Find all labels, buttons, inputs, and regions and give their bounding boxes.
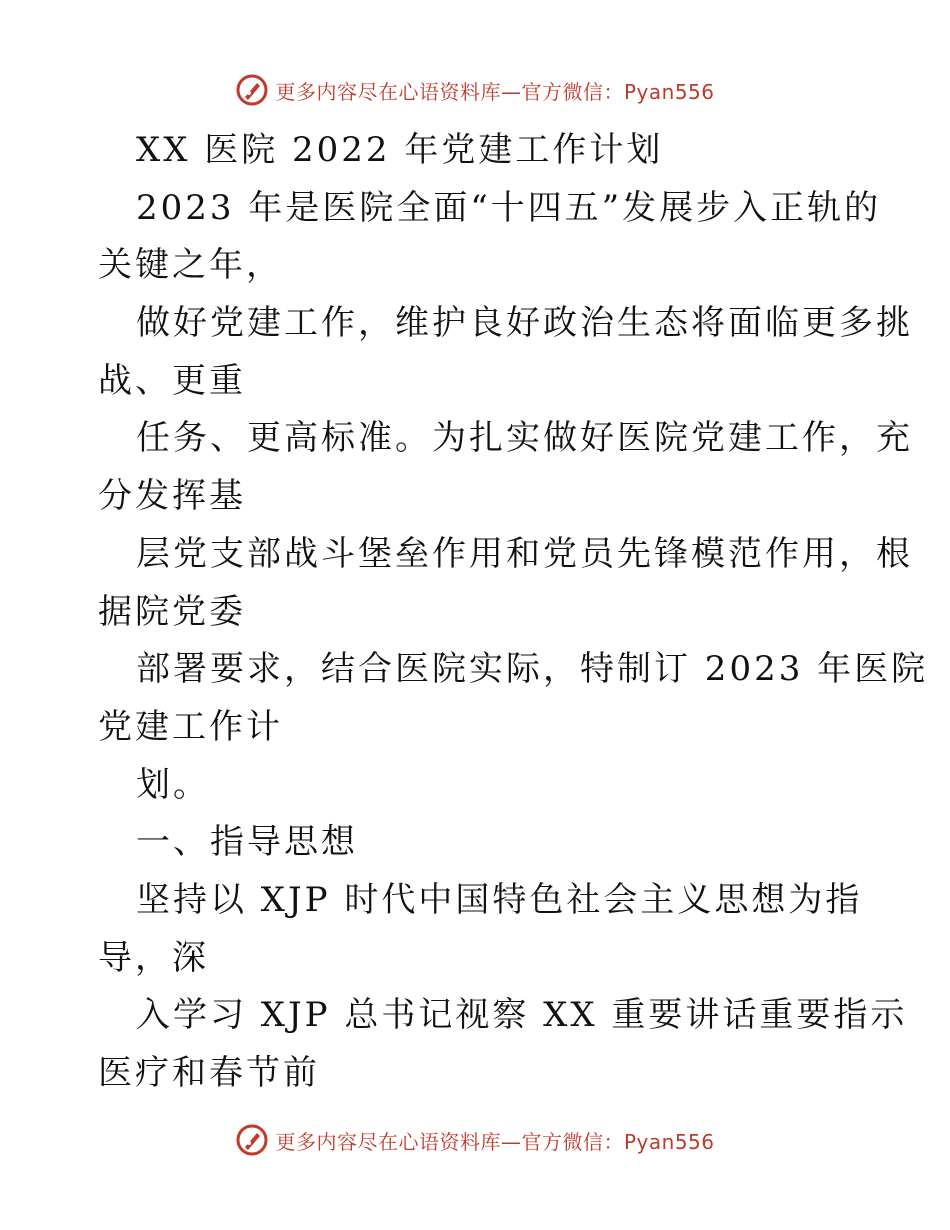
document-line: 2023 年是医院全面“十四五”发展步入正轨的 bbox=[136, 187, 882, 228]
pen-nib-circle-icon bbox=[235, 1123, 269, 1157]
document-line: 层党支部战斗堡垒作用和党员先锋模范作用，根 bbox=[136, 533, 913, 574]
document-line: 医疗和春节前 bbox=[98, 1053, 320, 1093]
pen-nib-circle-icon bbox=[235, 73, 269, 107]
document-line: 战、更重 bbox=[98, 360, 246, 401]
document-line: 分发挥基 bbox=[98, 476, 246, 517]
document-line: 据院党委 bbox=[98, 591, 246, 632]
watermark-header bbox=[0, 70, 950, 110]
document-line: 做好党建工作，维护良好政治生态将面临更多挑 bbox=[136, 303, 913, 344]
document-line: 导，深 bbox=[98, 937, 209, 978]
document-line: XX 医院 2022 年党建工作计划 bbox=[136, 130, 664, 170]
watermark-footer bbox=[0, 1120, 950, 1160]
document-line: 一、指导思想 bbox=[136, 822, 358, 863]
watermark-text: 更多内容尽在心语资料库—官方微信：Pyan556 bbox=[275, 1129, 715, 1154]
document-line: 关键之年， bbox=[98, 245, 283, 286]
watermark-text: 更多内容尽在心语资料库—官方微信：Pyan556 bbox=[275, 79, 715, 104]
document-line: 党建工作计 bbox=[98, 706, 283, 747]
document-body bbox=[98, 122, 929, 1103]
document-line: 坚持以 XJP 时代中国特色社会主义思想为指 bbox=[136, 879, 863, 920]
document-line: 部署要求，结合医院实际，特制订 2023 年医院 bbox=[136, 649, 929, 690]
document-line: 入学习 XJP 总书记视察 XX 重要讲话重要指示 bbox=[136, 995, 908, 1036]
document-line: 任务、更高标准。为扎实做好医院党建工作，充 bbox=[136, 418, 913, 459]
document-line: 划。 bbox=[136, 764, 210, 805]
